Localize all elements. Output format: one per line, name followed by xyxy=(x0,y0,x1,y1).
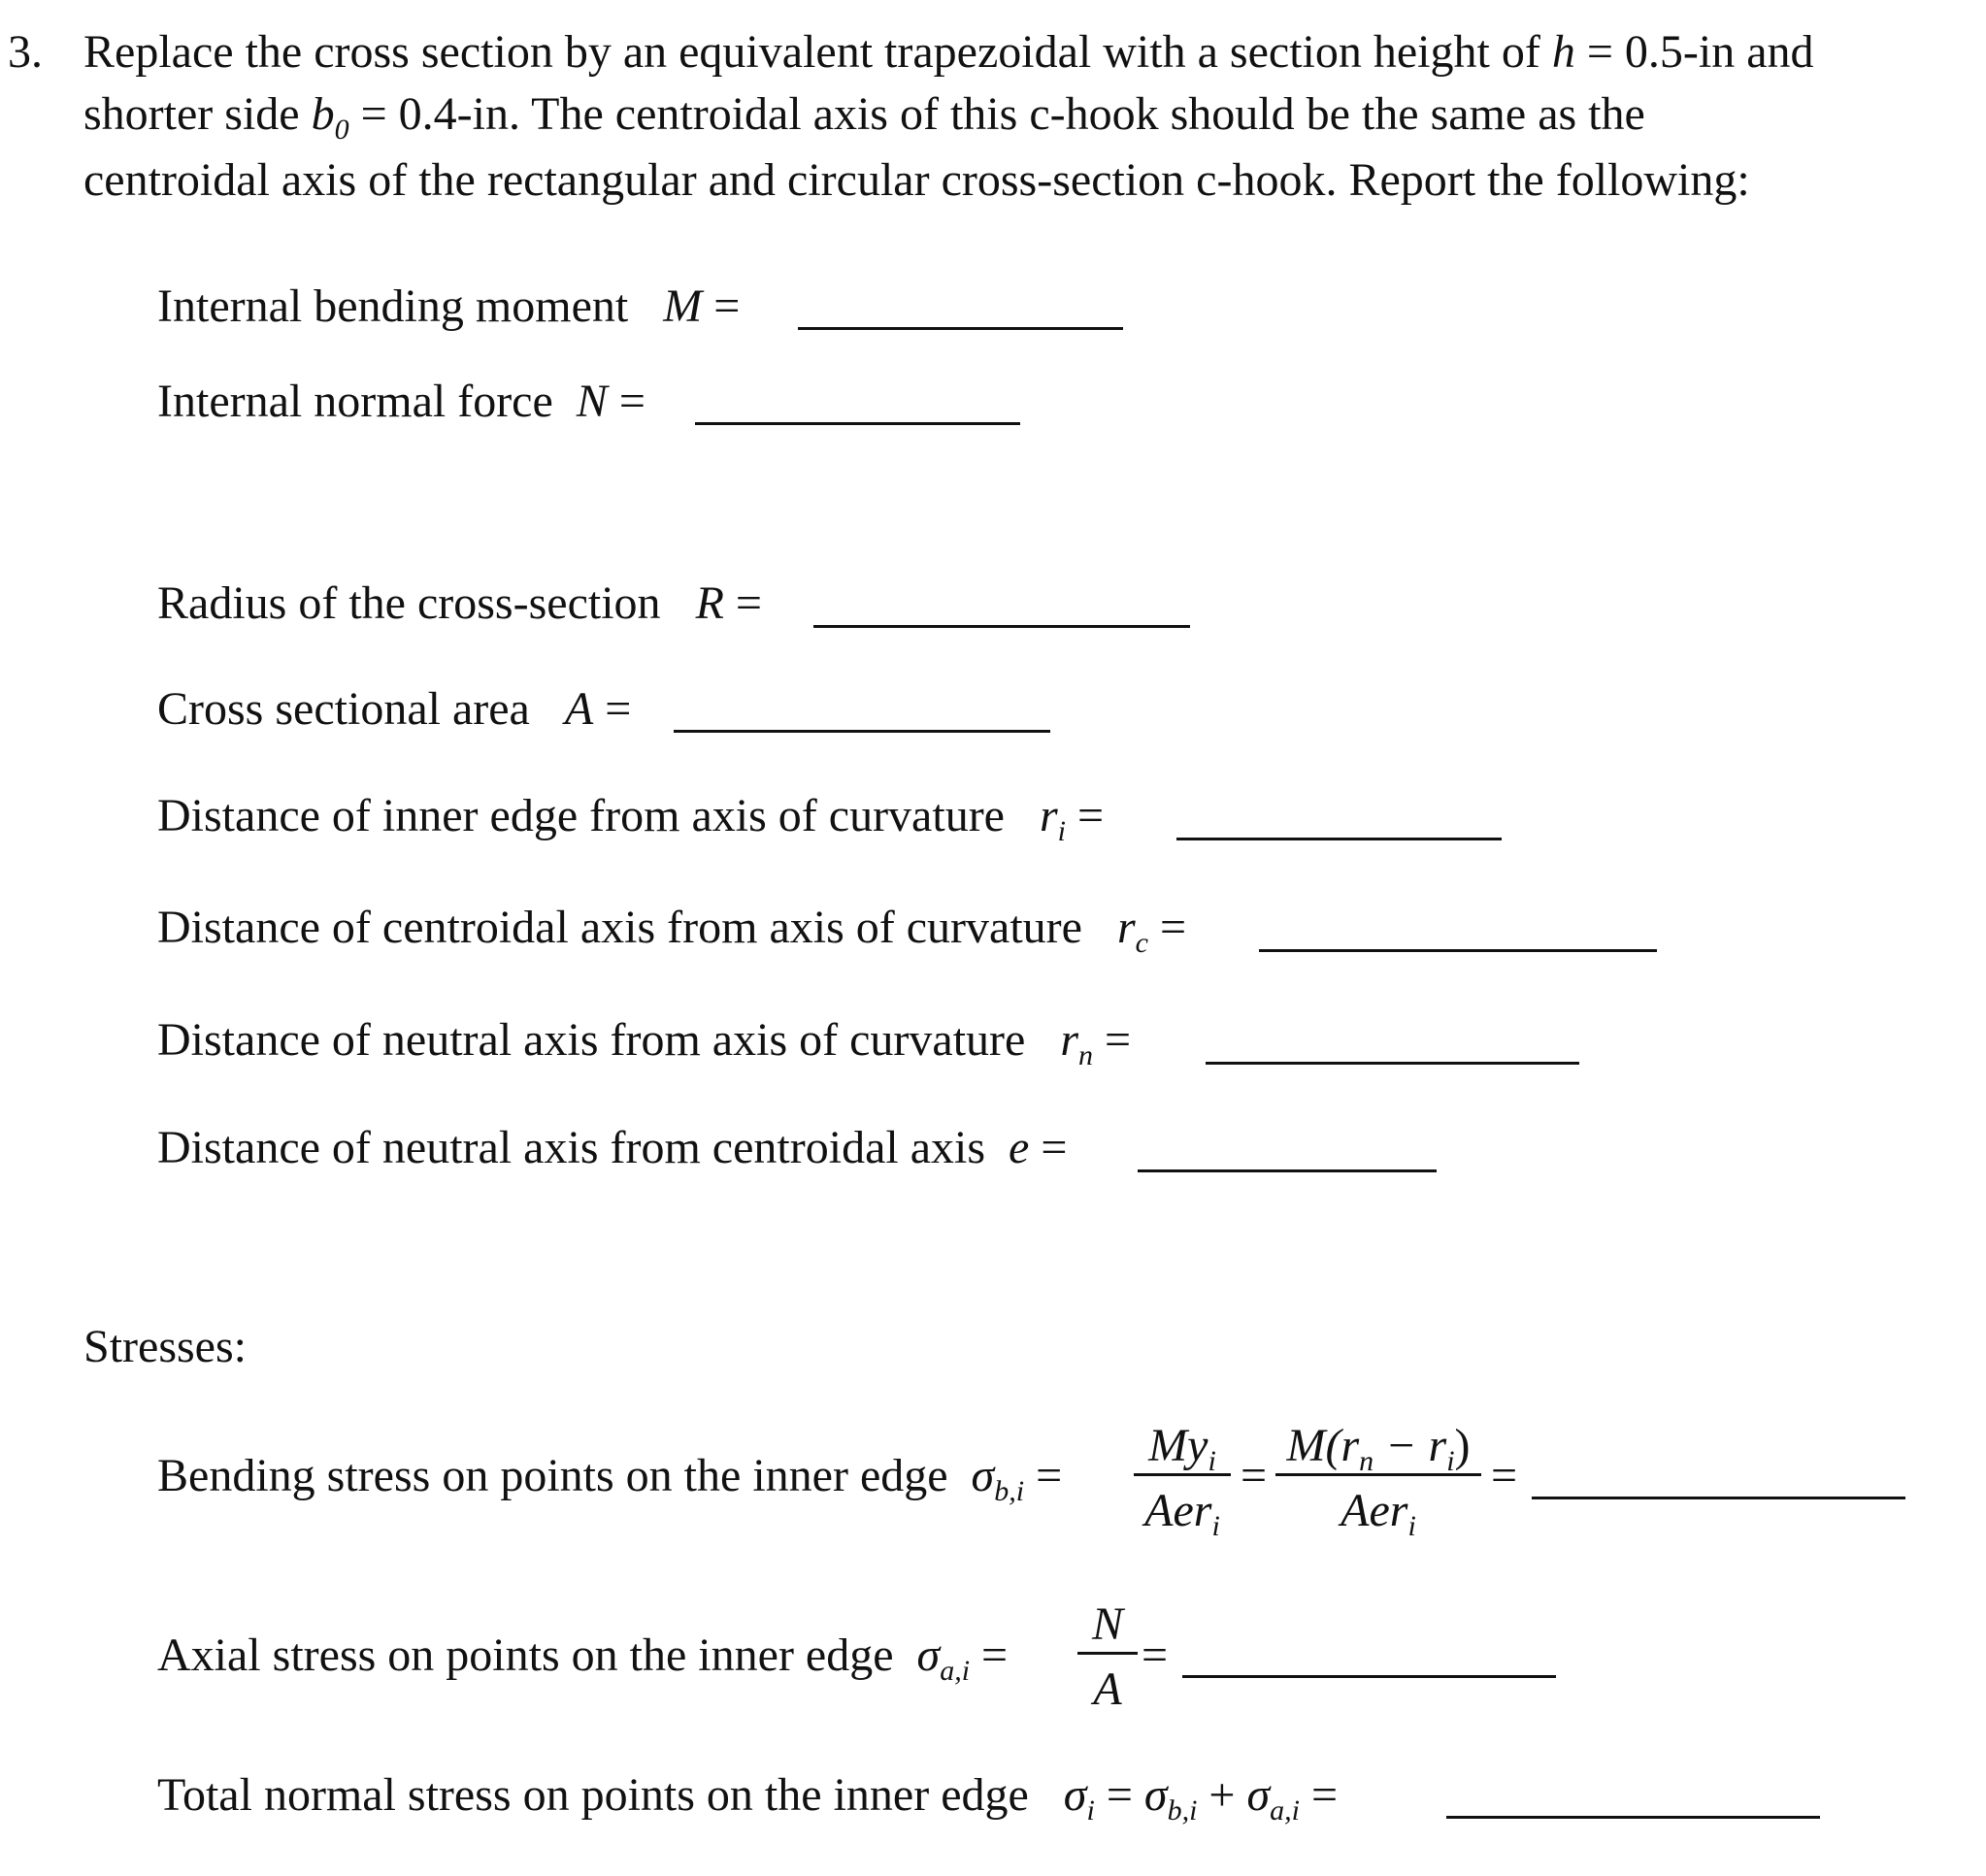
h-symbol: h xyxy=(1551,26,1575,78)
bending-eq-2: = xyxy=(1241,1450,1268,1501)
frac2-numerator-c: ) xyxy=(1454,1420,1471,1471)
bending-fraction-1 xyxy=(1134,1419,1231,1542)
frac1-numerator-sub: i xyxy=(1208,1445,1216,1477)
total-answer-blank[interactable] xyxy=(1446,1816,1820,1819)
total-term-1: σ xyxy=(1143,1769,1168,1821)
moment-eq: = xyxy=(702,280,741,332)
ri-answer-blank[interactable] xyxy=(1176,838,1502,840)
item-total-stress xyxy=(157,1768,1339,1827)
radius-eq: = xyxy=(723,577,762,629)
axial-denominator: A xyxy=(1093,1663,1122,1715)
bending-subscript: b,i xyxy=(994,1475,1025,1507)
bending-label: Bending stress on points on the inner edge xyxy=(157,1450,948,1501)
bending-eq: = xyxy=(1024,1450,1063,1501)
rn-answer-blank[interactable] xyxy=(1206,1062,1579,1065)
radius-symbol: R xyxy=(695,577,724,629)
rn-eq: = xyxy=(1093,1014,1132,1066)
question-line-1 xyxy=(83,25,1814,80)
frac1-bar xyxy=(1134,1473,1231,1476)
axial-symbol: σ xyxy=(916,1629,941,1681)
moment-answer-blank[interactable] xyxy=(798,327,1123,330)
normal-answer-blank[interactable] xyxy=(695,422,1020,425)
total-subscript: i xyxy=(1086,1794,1095,1827)
frac2-numerator-a: M(r xyxy=(1286,1420,1360,1471)
rn-symbol: r xyxy=(1060,1014,1079,1066)
frac2-denominator: Aer xyxy=(1341,1485,1408,1536)
question-line-3: centroidal axis of the rectangular and circular cross-section c-hook. Report the following: xyxy=(83,154,1750,206)
area-answer-blank[interactable] xyxy=(674,730,1050,733)
axial-label: Axial stress on points on the inner edge xyxy=(157,1629,894,1681)
h-value: = 0.5-in and xyxy=(1574,26,1814,78)
item-rn xyxy=(157,1013,1132,1071)
frac2-numerator-sub-2: i xyxy=(1446,1445,1455,1477)
area-label: Cross sectional area xyxy=(157,683,530,735)
total-term-2-sub: a,i xyxy=(1270,1794,1300,1827)
question-line-1-text: Replace the cross section by an equivalent trapezoidal with a section height of xyxy=(83,26,1540,78)
item-moment xyxy=(157,280,740,334)
rn-label: Distance of neutral axis from axis of curvature xyxy=(157,1014,1026,1066)
frac2-numerator-sub-1: n xyxy=(1359,1445,1374,1477)
ri-symbol: r xyxy=(1039,790,1058,841)
total-label: Total normal stress on points on the inner edge xyxy=(157,1769,1029,1821)
e-eq: = xyxy=(1029,1122,1068,1173)
frac1-denominator-sub: i xyxy=(1211,1510,1220,1542)
normal-symbol: N xyxy=(576,376,608,427)
item-normal xyxy=(157,375,645,429)
total-eq-2: = xyxy=(1300,1769,1339,1821)
bending-symbol: σ xyxy=(971,1450,995,1501)
e-symbol: e xyxy=(1009,1122,1030,1173)
axial-eq: = xyxy=(970,1629,1009,1681)
stresses-heading: Stresses: xyxy=(83,1321,247,1372)
item-area xyxy=(157,682,631,737)
total-term-2: σ xyxy=(1246,1769,1271,1821)
normal-label: Internal normal force xyxy=(157,376,553,427)
question-line-2-pre: shorter side xyxy=(83,88,300,140)
axial-fraction-bar xyxy=(1077,1652,1138,1655)
rc-label: Distance of centroidal axis from axis of curvature xyxy=(157,902,1082,953)
total-eq: = xyxy=(1094,1769,1133,1821)
bending-answer-blank[interactable] xyxy=(1532,1497,1905,1499)
b0-symbol: b xyxy=(311,88,335,140)
rc-subscript: c xyxy=(1135,927,1148,959)
ri-eq: = xyxy=(1066,790,1105,841)
axial-eq-2: = xyxy=(1142,1629,1169,1681)
bending-eq-3: = xyxy=(1491,1450,1518,1501)
rn-subscript: n xyxy=(1078,1039,1094,1071)
item-e xyxy=(157,1121,1067,1175)
total-plus: + xyxy=(1197,1769,1247,1821)
frac2-denominator-sub: i xyxy=(1407,1510,1416,1542)
item-radius xyxy=(157,576,762,631)
moment-symbol: M xyxy=(663,280,703,332)
axial-subscript: a,i xyxy=(940,1655,971,1687)
total-term-1-sub: b,i xyxy=(1167,1794,1198,1827)
bending-fraction-2 xyxy=(1275,1419,1481,1542)
frac1-numerator: My xyxy=(1148,1420,1208,1471)
frac2-numerator-b: − r xyxy=(1374,1420,1447,1471)
axial-fraction xyxy=(1077,1597,1138,1717)
question-line-2 xyxy=(83,87,1645,146)
radius-label: Radius of the cross-section xyxy=(157,577,661,629)
item-ri xyxy=(157,789,1105,847)
area-eq: = xyxy=(593,683,632,735)
question-line-2-post: = 0.4-in. The centroidal axis of this c-hook should be the same as the xyxy=(348,88,1645,140)
ri-label: Distance of inner edge from axis of curvature xyxy=(157,790,1005,841)
total-symbol: σ xyxy=(1063,1769,1087,1821)
item-rc xyxy=(157,901,1187,959)
question-number: 3. xyxy=(8,26,43,78)
e-label: Distance of neutral axis from centroidal axis xyxy=(157,1122,986,1173)
normal-eq: = xyxy=(607,376,645,427)
frac1-denominator: Aer xyxy=(1144,1485,1212,1536)
axial-answer-blank[interactable] xyxy=(1182,1675,1556,1678)
rc-eq: = xyxy=(1147,902,1187,953)
b0-subscript: 0 xyxy=(334,114,349,146)
item-bending-stress xyxy=(157,1449,1063,1507)
axial-numerator: N xyxy=(1091,1598,1123,1650)
e-answer-blank[interactable] xyxy=(1138,1169,1437,1172)
moment-label: Internal bending moment xyxy=(157,280,629,332)
rc-symbol: r xyxy=(1116,902,1136,953)
ri-subscript: i xyxy=(1057,815,1067,847)
area-symbol: A xyxy=(564,683,594,735)
radius-answer-blank[interactable] xyxy=(813,625,1190,628)
item-axial-stress xyxy=(157,1629,1009,1687)
rc-answer-blank[interactable] xyxy=(1259,949,1657,952)
